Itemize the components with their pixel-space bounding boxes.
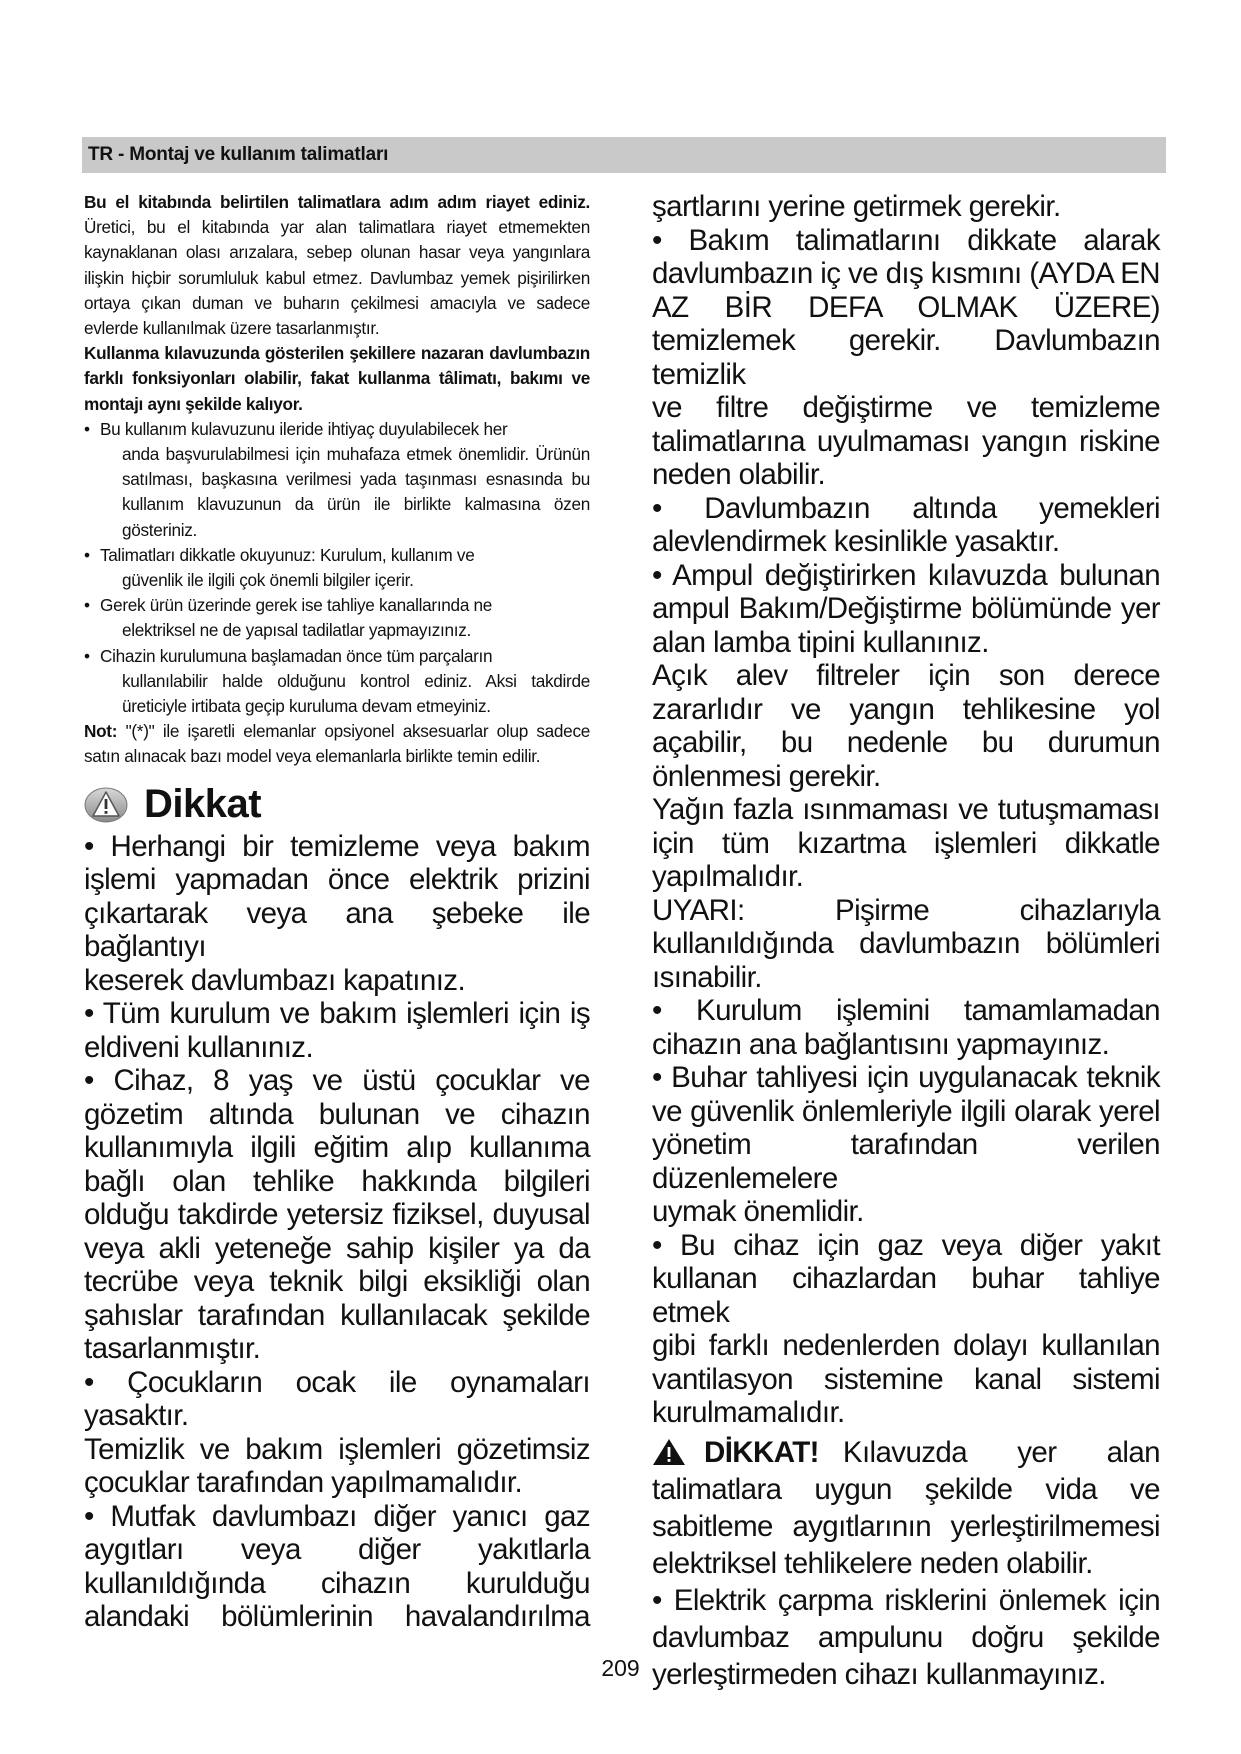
left-warning-text bbox=[84, 830, 590, 1634]
intro-paragraph-2 bbox=[84, 341, 590, 417]
text-line: • Elektrik çarpma risklerini önlemek için bbox=[652, 1583, 1160, 1617]
text-line: Açık alev filtreler için son derece bbox=[652, 659, 1160, 692]
intro-bullet bbox=[84, 644, 590, 720]
text-line: • Davlumbazın altında yemekleri bbox=[652, 491, 1160, 525]
right-column bbox=[652, 190, 1160, 1693]
warning-triangle-icon bbox=[84, 786, 128, 824]
text-line: aygıtları veya diğer yakıtlarla bbox=[84, 1533, 590, 1567]
text-line: çıkartarak veya ana şebeke ile bağlantıyı bbox=[84, 896, 590, 964]
text-line: ve güvenlik önlemleriyle ilgili olarak yerel bbox=[652, 1094, 1160, 1128]
text-line: • Kurulum işlemini tamamlamadan bbox=[652, 994, 1160, 1027]
text-line: alevlendirmek kesinlikle yasaktır. bbox=[652, 525, 1060, 558]
bullet-first-line: Bu kullanım kulavuzunu ileride ihtiyaç duyulabilecek her bbox=[100, 418, 508, 439]
text-line: kullanıldığında davlumbazın bölümleri bbox=[652, 927, 1160, 960]
intro-bullet bbox=[84, 593, 590, 643]
text-line: • Bu cihaz için gaz veya diğer yakıt bbox=[652, 1228, 1160, 1262]
intro-paragraph-1 bbox=[84, 190, 590, 341]
bullet-rest: elektriksel ne de yapısal tadilatlar yapmayızınız. bbox=[122, 620, 471, 641]
bullet-rest: kullanılabilir halde olduğunu kontrol ediniz. Aksi takdirde üreticiyle irtibata geçip kuruluma devam etmeyiniz. bbox=[122, 670, 590, 717]
text-line: şartlarını yerine getirmek gerekir. bbox=[652, 190, 1061, 223]
text-line: • Çocukların ocak ile oynamaları yasaktır. bbox=[84, 1365, 590, 1433]
text-line: alan lamba tipini kullanınız. bbox=[652, 625, 989, 659]
intro-text-1: Üretici, bu el kitabında yar alan talimatlara riayet etmemekten kaynaklanan olası arızalara, sebep olunan hasar veya yangınlara ilişkin hiçbir sorumluluk kabul etmez. Davlumbaz yemek pişirilirken ortaya çıkan duman ve buharın çekilmesi amacıyla ve sadece evlerde kullanılmak üzere tasarlanmıştır. bbox=[84, 217, 590, 339]
bullet-dot: • bbox=[84, 418, 90, 439]
text-line: açabilir, bu nedenle bu durumun bbox=[652, 726, 1160, 759]
text-line: işlemi yapmadan önce elektrik prizini bbox=[84, 863, 590, 897]
text-line: • Ampul değiştirirken kılavuzda bulunan bbox=[652, 558, 1160, 592]
text-line: • Tüm kurulum ve bakım işlemleri için iş bbox=[84, 997, 590, 1031]
text-line: ampul Bakım/Değiştirme bölümünde yer bbox=[652, 592, 1160, 625]
text-line: elektriksel tehlikelere neden olabilir. bbox=[652, 1546, 1093, 1580]
intro-bold-1: Bu el kitabında belirtilen talimatlara adım adım riayet ediniz. bbox=[84, 192, 590, 212]
text-line: cihazın ana bağlantısını yapmayınız. bbox=[652, 1027, 1110, 1061]
text-line: AZ BİR DEFA OLMAK ÜZERE) bbox=[652, 290, 1160, 324]
text-line: önlenmesi gerekir. bbox=[652, 759, 881, 793]
section-header: TR - Montaj ve kullanım talimatları bbox=[82, 137, 1166, 173]
text-line: alandaki bölümlerinin havalandırılma bbox=[84, 1600, 590, 1634]
note-text: "(*)" ile işaretli elemanlar opsiyonel aksesuarlar olup sadece satın alınacak bazı model veya elemanlarla birlikte temin edilir. bbox=[84, 721, 590, 767]
text-line: • Cihaz, 8 yaş ve üstü çocuklar ve bbox=[84, 1064, 590, 1098]
text-line: kullanan cihazlardan buhar tahliye etmek bbox=[652, 1262, 1160, 1329]
text-line bbox=[652, 1434, 1160, 1471]
text-line: veya akli yeteneğe sahip kişiler ya da bbox=[84, 1231, 590, 1265]
bullet-dot: • bbox=[84, 645, 90, 666]
text-line: davlumbazın iç ve dış kısmını (AYDA EN bbox=[652, 257, 1160, 290]
text-line: için tüm kızartma işlemleri dikkatle bbox=[652, 826, 1160, 860]
dikkat-label: DİKKAT! bbox=[704, 1435, 819, 1469]
text-line: UYARI: Pişirme cihazlarıyla bbox=[652, 893, 1160, 927]
text-line: kullanıldığında cihazın kurulduğu bbox=[84, 1566, 590, 1600]
dikkat-heading bbox=[84, 780, 590, 830]
bullet-first-line: Talimatları dikkatle okuyunuz: Kurulum, kullanım ve bbox=[100, 544, 475, 565]
text-line: ve filtre değiştirme ve temizleme bbox=[652, 391, 1160, 424]
text-line: talimatlara uygun şekilde vida ve bbox=[652, 1472, 1160, 1506]
note-label: Not: bbox=[84, 721, 118, 742]
text-line: • Herhangi bir temizleme veya bakım bbox=[84, 829, 590, 863]
text-line: uymak önemlidir. bbox=[652, 1195, 864, 1228]
text-line: bağlı olan tehlike hakkında bilgileri bbox=[84, 1164, 590, 1198]
text-line: ısınabilir. bbox=[652, 960, 762, 994]
text-line: eldiveni kullanınız. bbox=[84, 1030, 314, 1064]
page-number: 209 bbox=[601, 1655, 640, 1681]
left-column bbox=[84, 190, 590, 1634]
text-line: temizlemek gerekir. Davlumbazın temizlik bbox=[652, 324, 1160, 391]
text-line: vantilasyon sistemine kanal sistemi bbox=[652, 1362, 1160, 1396]
text-line: yapılmalıdır. bbox=[652, 860, 804, 893]
note-paragraph bbox=[84, 719, 590, 769]
intro-bullet bbox=[84, 543, 590, 593]
text-line: yerleştirmeden cihazı kullanmayınız. bbox=[652, 1657, 1106, 1691]
text-line: • Mutfak davlumbazı diğer yanıcı gaz bbox=[84, 1499, 590, 1533]
text-line: kurulmamalıdır. bbox=[652, 1396, 845, 1429]
text-line: şahıslar tarafından kullanılacak şekilde bbox=[84, 1298, 590, 1332]
bullet-first-line: Cihazin kurulumuna başlamadan önce tüm parçaların bbox=[100, 645, 493, 666]
text-line: olduğu takdirde yetersiz fiziksel, duyusal bbox=[84, 1198, 590, 1232]
text-line: keserek davlumbazı kapatınız. bbox=[84, 963, 466, 997]
dikkat-inline bbox=[652, 1434, 819, 1471]
text-line: zararlıdır ve yangın tehlikesine yol bbox=[652, 692, 1160, 726]
text-line: neden olabilir. bbox=[652, 458, 826, 491]
text-line: çocuklar tarafından yapılmamalıdır. bbox=[84, 1466, 523, 1500]
text-line: gözetim altında bulunan ve cihazın bbox=[84, 1097, 590, 1131]
dikkat-title: Dikkat bbox=[144, 782, 262, 827]
bullet-first-line: Gerek ürün üzerinde gerek ise tahliye kanallarında ne bbox=[100, 595, 493, 616]
warning-triangle-icon bbox=[652, 1438, 686, 1466]
text-line: yönetim tarafından verilen düzenlemelere bbox=[652, 1128, 1160, 1195]
text-line: gibi farklı nedenlerden dolayı kullanılan bbox=[652, 1329, 1160, 1362]
bullet-rest: güvenlik ile ilgili çok önemli bilgiler içerir. bbox=[122, 570, 414, 591]
intro-bullet bbox=[84, 417, 590, 543]
bullet-dot: • bbox=[84, 595, 90, 616]
text-line: Yağın fazla ısınmaması ve tutuşmaması bbox=[652, 793, 1160, 826]
text-line: talimatlarına uyulmaması yangın riskine bbox=[652, 424, 1160, 458]
right-dikkat-block bbox=[652, 1434, 1160, 1693]
text-line: • Buhar tahliyesi için uygulanacak teknik bbox=[652, 1061, 1160, 1094]
text-line: Temizlik ve bakım işlemleri gözetimsiz bbox=[84, 1432, 590, 1466]
text-line: kullanımıyla ilgili eğitim alıp kullanıma bbox=[84, 1131, 590, 1165]
text-line: davlumbaz ampulunu doğru şekilde bbox=[652, 1620, 1160, 1654]
text-line: tecrübe veya teknik bilgi eksikliği olan bbox=[84, 1265, 590, 1299]
intro-bullet-list bbox=[84, 417, 590, 719]
bullet-dot: • bbox=[84, 544, 90, 565]
text-line: sabitleme aygıtlarının yerleştirilmemesi bbox=[652, 1509, 1160, 1543]
intro-bold-2: Kullanma kılavuzunda gösterilen şekillere nazaran davlumbazın farklı fonksiyonları olabilir, fakat kullanma tâlimatı, bakımı ve montajı aynı şekilde kalıyor. bbox=[84, 343, 590, 414]
text-line: tasarlanmıştır. bbox=[84, 1332, 261, 1366]
right-warning-text bbox=[652, 190, 1160, 1430]
text-line: • Bakım talimatlarını dikkate alarak bbox=[652, 223, 1160, 257]
dikkat-first-rest: Kılavuzda yer alan bbox=[842, 1435, 1160, 1469]
bullet-rest: anda başvurulabilmesi için muhafaza etmek önemlidir. Ürünün satılması, başkasına verilmesi yada taşınması esnasında bu kullanım klavuzunun da ürün ile birlikte kalmasına özen gösteriniz. bbox=[122, 444, 590, 540]
